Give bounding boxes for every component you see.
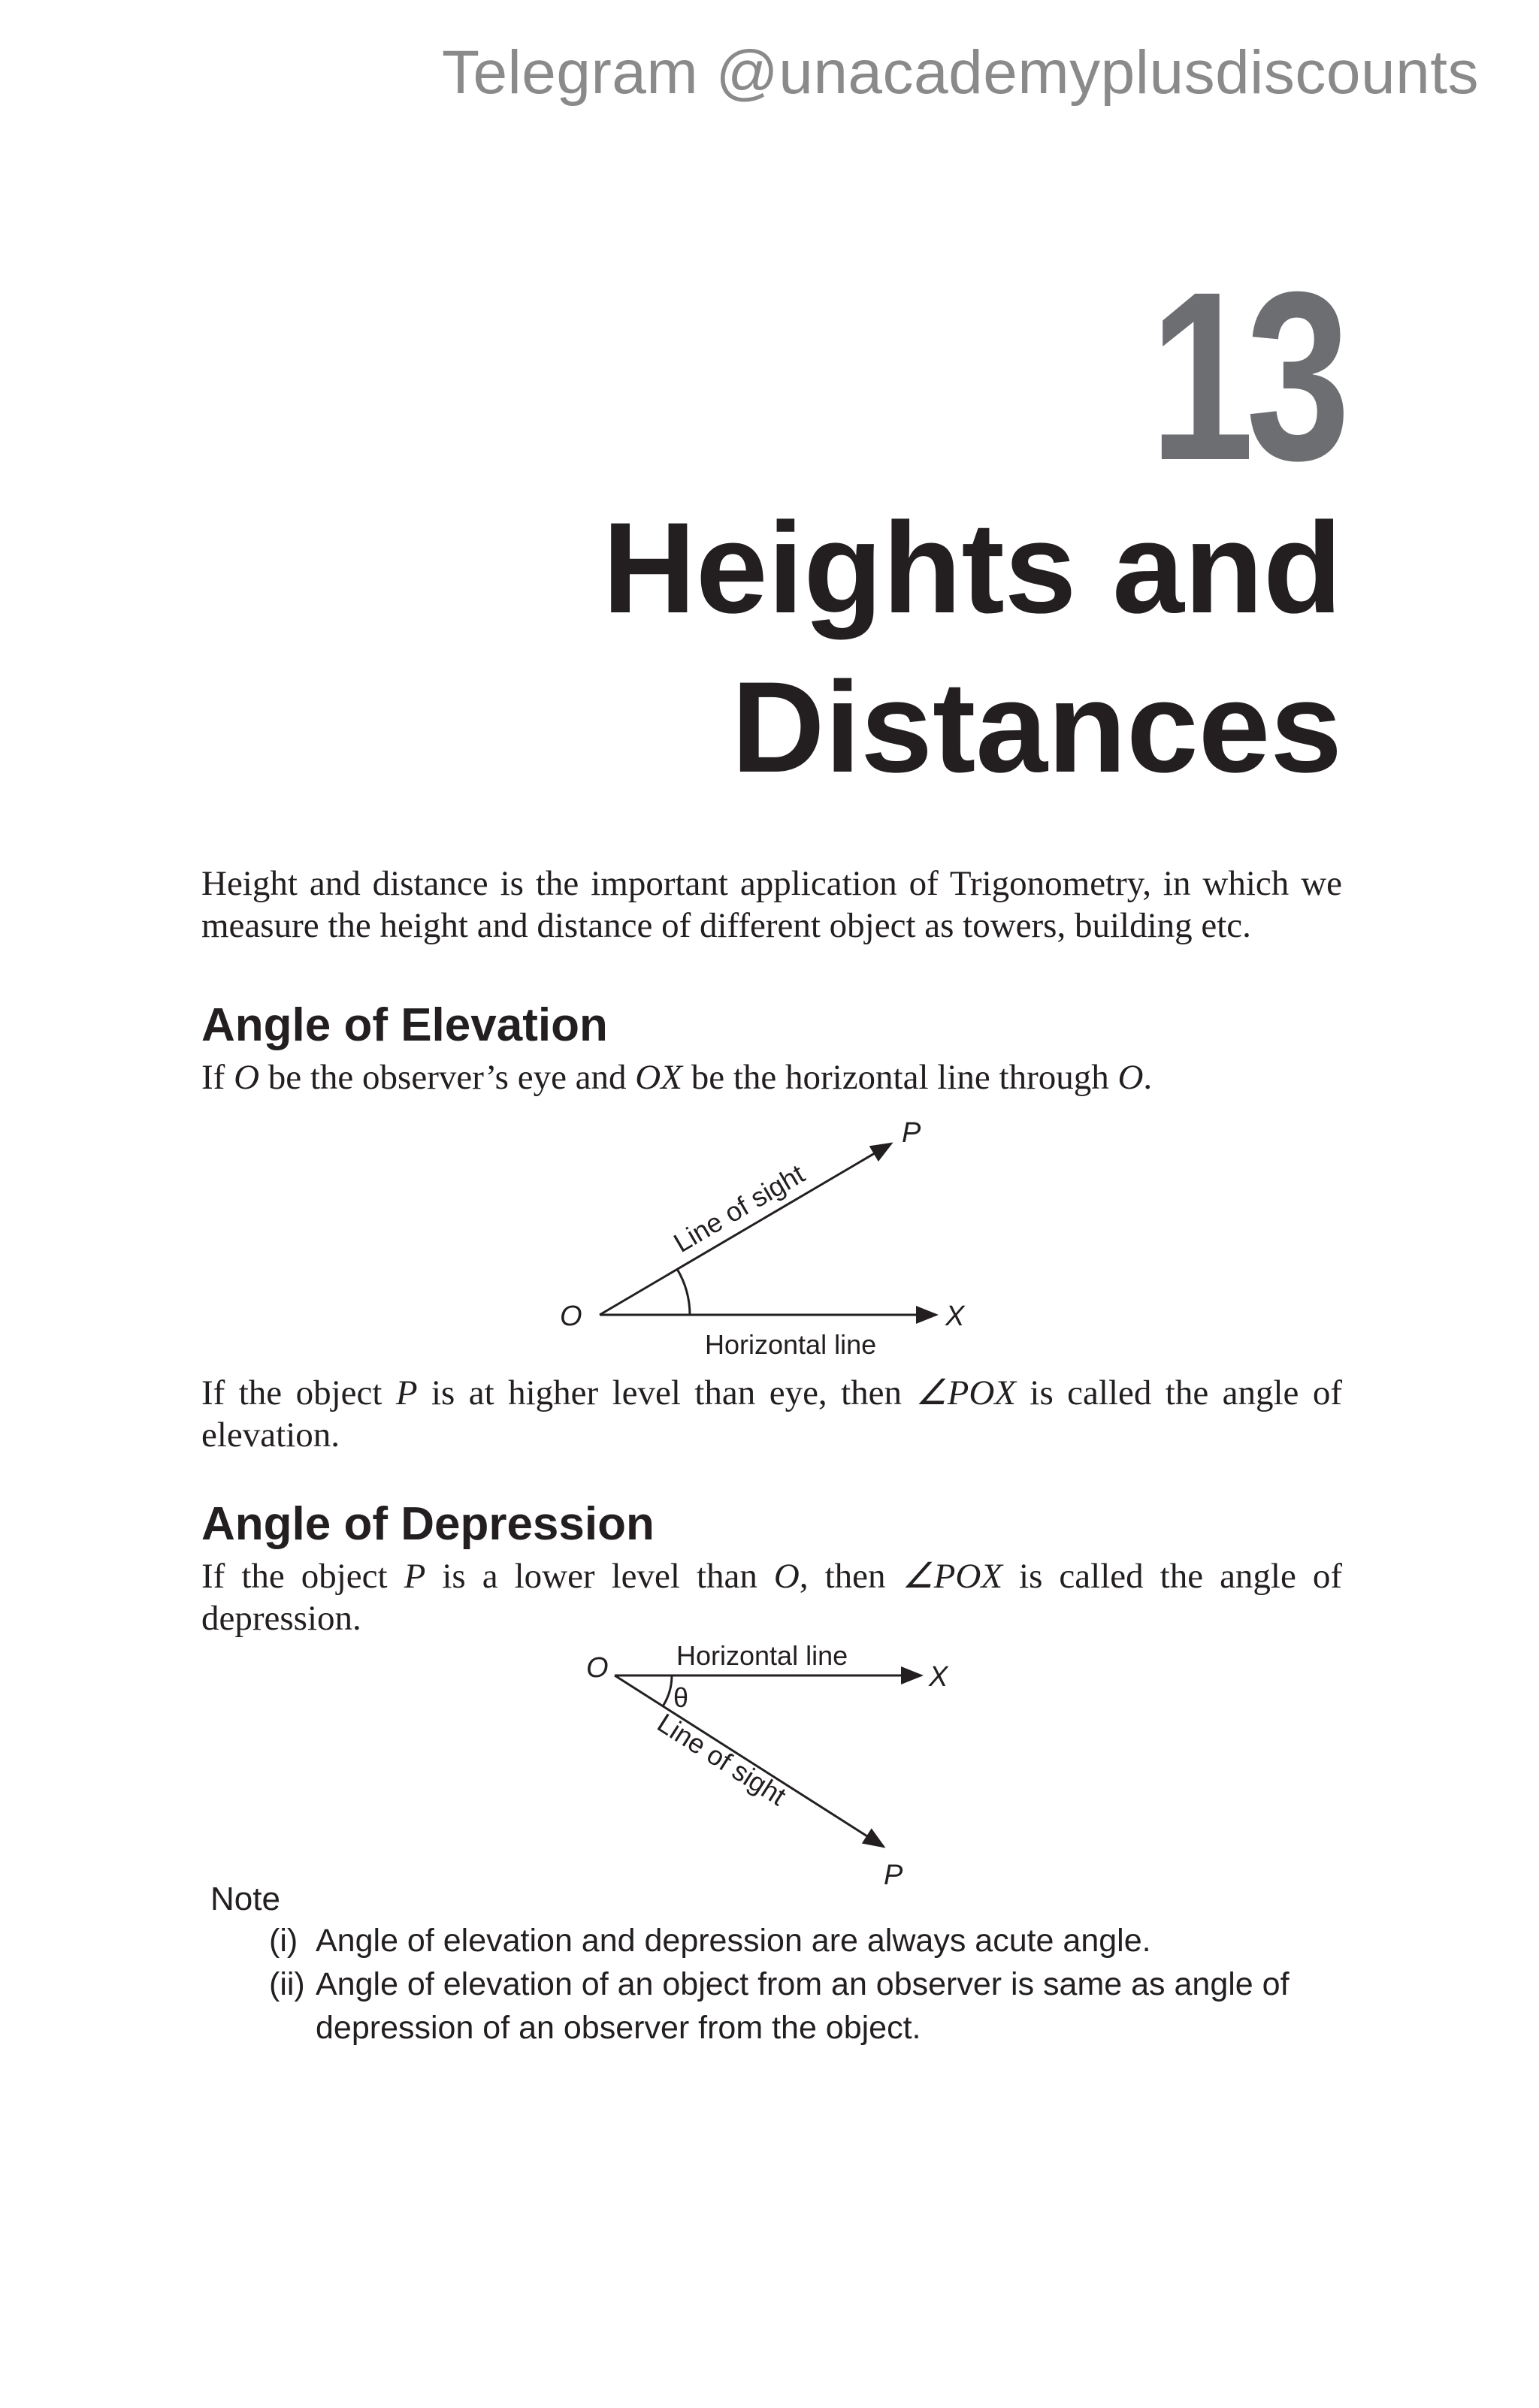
math-ox: OX (635, 1058, 682, 1097)
intro-paragraph: Height and distance is the important application of Trigonometry, in which we measure the height and distance of different object as towers, building etc. (201, 864, 1342, 945)
elevation-diagram (201, 1103, 1342, 1366)
elevation-angle-arc (677, 1269, 690, 1315)
text-run: If (201, 1058, 234, 1097)
math-o: O (234, 1058, 260, 1097)
depression-angle-arc (663, 1675, 672, 1706)
page-content (201, 863, 1342, 2050)
text-run: is called the angle of depression. (201, 1557, 1343, 1638)
note-title: Note (210, 1881, 280, 1917)
text-run: be the horizontal line through (682, 1058, 1118, 1097)
elevation-heading: Angle of Elevation (201, 999, 608, 1051)
label-p: P (902, 1117, 921, 1149)
chapter-number: 13 (1150, 241, 1342, 510)
note-item (269, 1919, 1342, 1962)
text-run: is called the angle of elevation. (201, 1373, 1342, 1455)
math-angle-pox: ∠POX (902, 1557, 1003, 1596)
label-x: X (945, 1301, 965, 1332)
math-o: O (1117, 1058, 1144, 1097)
text-run: If the object (201, 1373, 396, 1412)
text-run: If the object (201, 1557, 404, 1596)
depression-diagram (201, 1638, 1342, 1886)
label-p: P (884, 1860, 903, 1886)
horizontal-line-label: Horizontal line (676, 1640, 848, 1671)
math-angle-pox: ∠POX (915, 1373, 1016, 1412)
text-run: is a lower level than (425, 1557, 774, 1596)
depression-text (201, 1555, 1342, 1639)
text-run: . (1143, 1058, 1153, 1097)
chapter-title-line-2: Distances (731, 655, 1342, 799)
label-o: O (560, 1301, 582, 1332)
note-list (201, 1919, 1342, 2050)
note-item (269, 1962, 1342, 2050)
note-text: Angle of elevation of an object from an observer is same as angle of depression of an observer from the object. (316, 1966, 1290, 2046)
horizontal-line-label: Horizontal line (705, 1329, 877, 1360)
text-run: be the observer’s eye and (259, 1058, 636, 1097)
depression-heading: Angle of Depression (201, 1498, 655, 1550)
elevation-text (201, 1056, 1342, 1098)
watermark: Telegram @unacademyplusdiscounts (441, 38, 1479, 107)
chapter-title-line-1: Heights and (602, 496, 1342, 640)
math-p: P (404, 1557, 426, 1596)
math-p: P (395, 1373, 418, 1412)
label-o: O (586, 1652, 609, 1684)
note-text: Angle of elevation and depression are always acute angle. (316, 1923, 1151, 1959)
line-of-sight-label: Line of sight (652, 1707, 792, 1812)
chapter-title (290, 488, 1342, 807)
note-marker: (ii) (269, 1966, 305, 2002)
elevation-definition (201, 1372, 1342, 1456)
math-o: O (773, 1557, 800, 1596)
line-of-sight-ray (600, 1144, 891, 1315)
label-x: X (929, 1661, 948, 1693)
text-run: is at higher level than eye, then (417, 1373, 916, 1412)
theta-label: θ (673, 1682, 689, 1713)
line-of-sight-label: Line of sight (668, 1158, 810, 1258)
note-marker: (i) (269, 1923, 298, 1959)
text-run: , then (799, 1557, 903, 1596)
